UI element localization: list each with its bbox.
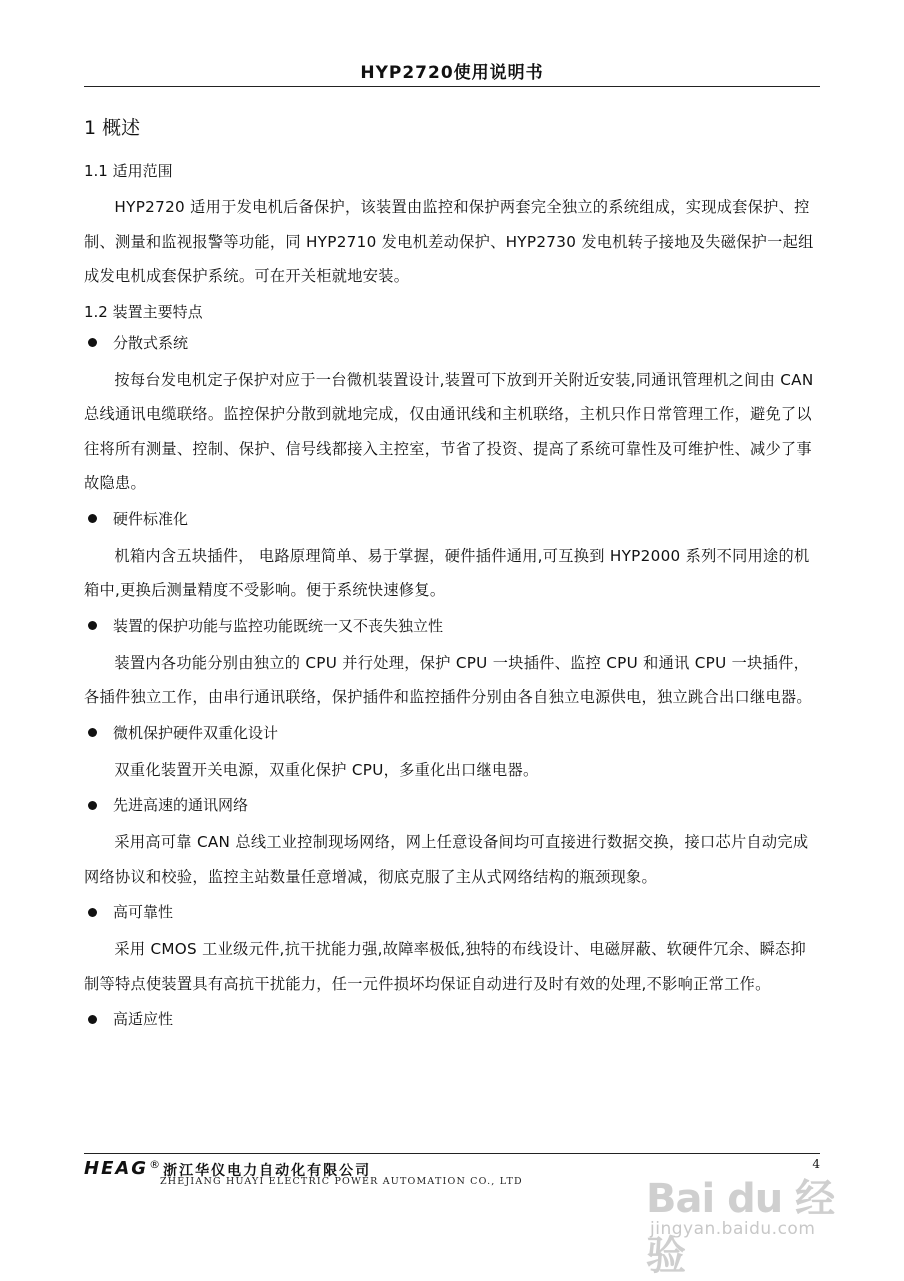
feature-title: 高适应性 [113, 1010, 174, 1028]
watermark-main: Bai du 经验 [646, 1176, 835, 1279]
subsection-heading: 1.2 装置主要特点 [84, 302, 203, 321]
baidu-watermark [646, 1167, 856, 1279]
feature-title: 分散式系统 [113, 333, 189, 352]
bullet-icon [88, 1015, 97, 1024]
feature-item [84, 614, 820, 638]
header-title: HYP2720使用说明书 [360, 63, 544, 83]
feature-item [84, 900, 820, 924]
bullet-icon [88, 908, 97, 917]
bullet-icon [88, 621, 97, 630]
feature-text: 按每台发电机定子保护对应于一台微机装置设计,装置可下放到开关附近安装,同通讯管理机之间由 CAN 总线通讯电缆联络。监控保护分散到就地完成，仅由通讯线和主机联络，主机只作日常管理工作，避免了以往将所有测量、控制、保护、信号线都接入主控室，节省了投资、提高了系统可靠性及可维护性、减少了事故隐患。 [84, 370, 814, 492]
company-logo: HEAG [84, 1158, 149, 1179]
page-number: 4 [812, 1157, 820, 1171]
feature-item [84, 507, 820, 531]
page-header [84, 52, 820, 87]
section-heading: 1 概述 [84, 117, 141, 139]
bullet-icon [88, 338, 97, 347]
feature-title: 先进高速的通讯网络 [113, 796, 249, 814]
feature-title: 硬件标准化 [113, 509, 189, 528]
bullet-icon [88, 514, 97, 523]
feature-title: 高可靠性 [113, 903, 174, 921]
company-name-en: ZHEJIANG HUAYI ELECTRIC POWER AUTOMATION CO., LTD [160, 1176, 523, 1187]
registered-mark: ® [149, 1158, 161, 1171]
company-name-cn: 浙江华仪电力自动化有限公司 [163, 1163, 372, 1179]
feature-title: 微机保护硬件双重化设计 [113, 723, 279, 742]
bullet-icon [88, 728, 97, 737]
bullet-icon [88, 801, 97, 810]
watermark-url: jingyan.baidu.com [650, 1219, 816, 1239]
feature-item [84, 1007, 820, 1031]
feature-text: 采用高可靠 CAN 总线工业控制现场网络，网上任意设备间均可直接进行数据交换，接口芯片自动完成网络协议和校验，监控主站数量任意增减，彻底克服了主从式网络结构的瓶颈现象。 [84, 833, 809, 886]
feature-text: 采用 CMOS 工业级元件,抗干扰能力强,故障率极低,独特的布线设计、电磁屏蔽、软硬件冗余、瞬态抑制等特点使装置具有高抗干扰能力，任一元件损坏均保证自动进行及时有效的处理,不影响正常工作。 [84, 940, 807, 993]
paragraph: HYP2720 适用于发电机后备保护，该装置由监控和保护两套完全独立的系统组成，实现成套保护、控制、测量和监视报警等功能，同 HYP2710 发电机差动保护、HYP2730 发电机转子接地及失磁保护一起组成发电机成套保护系统。可在开关柜就地安装。 [84, 198, 814, 285]
feature-item [84, 793, 820, 817]
feature-item [84, 331, 820, 355]
feature-text: 装置内各功能分别由独立的 CPU 并行处理，保护 CPU 一块插件、监控 CPU 和通讯 CPU 一块插件，各插件独立工作，由串行通讯联络，保护插件和监控插件分别由各自独立电源供电，独立跳合出口继电器。 [84, 653, 812, 706]
document-body [84, 112, 820, 1039]
subsection-heading: 1.1 适用范围 [84, 162, 173, 180]
feature-text: 机箱内含五块插件， 电路原理简单、易于掌握，硬件插件通用,可互换到 HYP2000 系列不同用途的机箱中,更换后测量精度不受影响。便于系统快速修复。 [84, 546, 810, 599]
feature-item [84, 721, 820, 745]
feature-text: 双重化装置开关电源，双重化保护 CPU，多重化出口继电器。 [114, 760, 539, 779]
feature-title: 装置的保护功能与监控功能既统一又不丧失独立性 [113, 616, 444, 635]
